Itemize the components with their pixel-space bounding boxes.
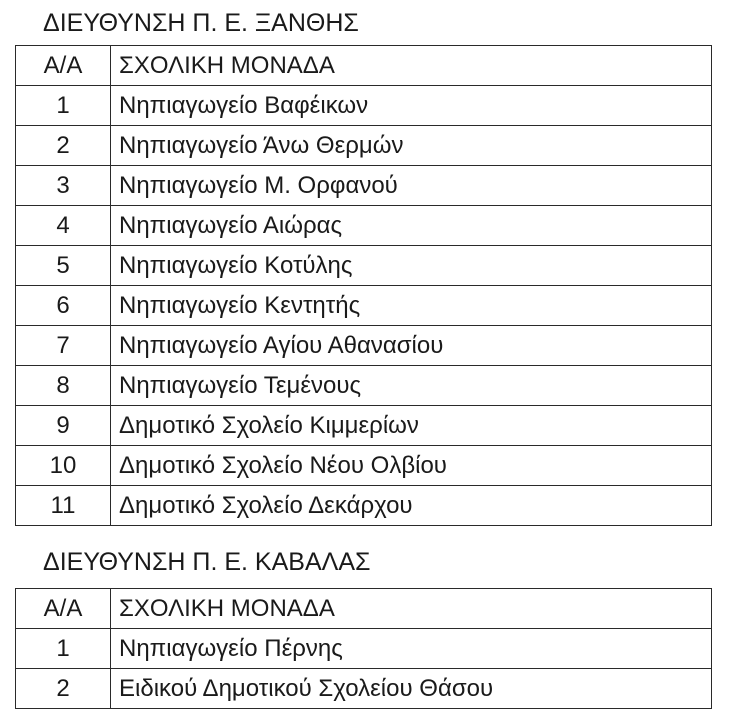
school-name: Δημοτικό Σχολείο Νέου Ολβίου <box>111 446 712 486</box>
school-name: Νηπιαγωγείο Πέρνης <box>111 629 712 669</box>
school-name: Νηπιαγωγείο Βαφέικων <box>111 86 712 126</box>
school-name: Νηπιαγωγείο Αγίου Αθανασίου <box>111 326 712 366</box>
school-name: Νηπιαγωγείο Μ. Ορφανού <box>111 166 712 206</box>
table-row <box>16 166 712 206</box>
school-name: Νηπιαγωγείο Κεντητής <box>111 286 712 326</box>
header-name: ΣΧΟΛΙΚΗ ΜΟΝΑΔΑ <box>111 46 712 86</box>
header-num: Α/Α <box>16 46 111 86</box>
table-row <box>16 629 712 669</box>
school-name: Νηπιαγωγείο Τεμένους <box>111 366 712 406</box>
section-title-kavala: ΔΙΕΥΘΥΝΣΗ Π. Ε. ΚΑΒΑΛΑΣ <box>43 548 371 576</box>
row-num: 11 <box>16 486 111 526</box>
schools-table-kavala <box>15 588 712 709</box>
row-num: 8 <box>16 366 111 406</box>
school-name: Νηπιαγωγείο Άνω Θερμών <box>111 126 712 166</box>
school-name: Νηπιαγωγείο Κοτύλης <box>111 246 712 286</box>
section-title-xanthi: ΔΙΕΥΘΥΝΣΗ Π. Ε. ΞΑΝΘΗΣ <box>43 9 359 37</box>
row-num: 6 <box>16 286 111 326</box>
school-name: Ειδικού Δημοτικού Σχολείου Θάσου <box>111 669 712 709</box>
row-num: 2 <box>16 669 111 709</box>
school-name: Δημοτικό Σχολείο Δεκάρχου <box>111 486 712 526</box>
schools-table-xanthi <box>15 45 712 526</box>
table-header-row <box>16 46 712 86</box>
table-row <box>16 366 712 406</box>
table-row <box>16 86 712 126</box>
table-row <box>16 326 712 366</box>
table-header-row <box>16 589 712 629</box>
row-num: 10 <box>16 446 111 486</box>
table-row <box>16 446 712 486</box>
row-num: 3 <box>16 166 111 206</box>
table-row <box>16 669 712 709</box>
table-row <box>16 206 712 246</box>
row-num: 9 <box>16 406 111 446</box>
table-row <box>16 126 712 166</box>
row-num: 5 <box>16 246 111 286</box>
table-row <box>16 246 712 286</box>
row-num: 7 <box>16 326 111 366</box>
row-num: 1 <box>16 86 111 126</box>
row-num: 4 <box>16 206 111 246</box>
school-name: Δημοτικό Σχολείο Κιμμερίων <box>111 406 712 446</box>
table-row <box>16 486 712 526</box>
header-num: Α/Α <box>16 589 111 629</box>
row-num: 1 <box>16 629 111 669</box>
school-name: Νηπιαγωγείο Αιώρας <box>111 206 712 246</box>
row-num: 2 <box>16 126 111 166</box>
table-row <box>16 406 712 446</box>
header-name: ΣΧΟΛΙΚΗ ΜΟΝΑΔΑ <box>111 589 712 629</box>
table-row <box>16 286 712 326</box>
